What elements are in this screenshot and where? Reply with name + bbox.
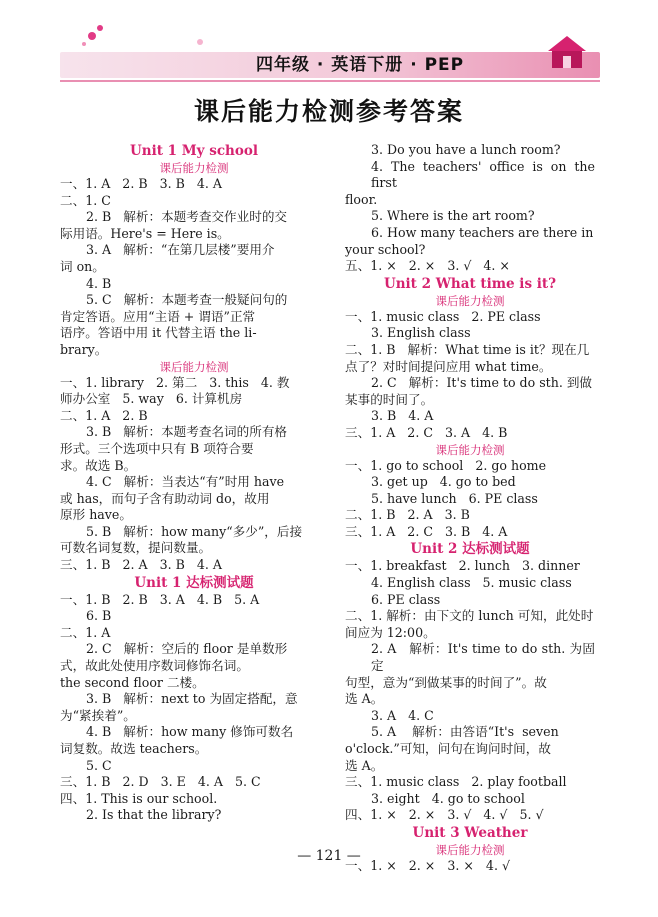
answer-line: 5. have lunch 6. PE class: [371, 490, 538, 506]
answer-line: 语序。答语中用 it 代替主语 the li-: [60, 325, 257, 341]
answer-line: 二、1. B 2. A 3. B: [345, 507, 470, 523]
section-heading: 课后能力检测: [159, 359, 229, 374]
answer-line: 肯定答语。应用“主语 + 谓语”正常: [60, 308, 256, 324]
page-number: — 121 —: [297, 848, 361, 864]
answer-line: o'clock.”可知，问句在询问时间，故: [345, 741, 551, 756]
answer-line: 4. C 解析：当表达“有”时用 have: [86, 474, 285, 490]
answer-line: 原形 have。: [60, 507, 132, 523]
answer-line: 一、1. B 2. B 3. A 4. B 5. A: [60, 591, 260, 607]
answer-line: 5. B 解析：how many“多少”，后接: [86, 523, 303, 539]
answer-line: 4. B: [86, 275, 112, 291]
answer-line: 3. B 解析：本题考查名词的所有格: [86, 424, 288, 440]
answer-line: 四、1. × 2. × 3. √ 4. √ 5. √: [345, 807, 544, 823]
header-banner: [60, 18, 600, 80]
answer-line: 为“紧挨着”。: [60, 707, 136, 723]
answer-line: 3. English class: [371, 325, 471, 341]
answer-line: 词复数。故选 teachers。: [60, 741, 208, 756]
unit-heading: Unit 1 达标测试题: [134, 574, 254, 591]
answer-line: 2. Is that the library?: [86, 807, 222, 823]
answer-line: 或 has，而句子含有助动词 do，故用: [60, 490, 270, 506]
answer-line: 三、1. B 2. D 3. E 4. A 5. C: [60, 774, 261, 790]
answer-line: 6. B: [86, 608, 112, 624]
answer-line: 间应为 12:00。: [345, 624, 436, 640]
answer-line: 二、1. 解析：由下文的 lunch 可知，此处时: [345, 608, 594, 624]
section-heading: 课后能力检测: [435, 293, 505, 308]
answer-line: 5. C 解析：本题考查一般疑问句的: [86, 292, 288, 308]
answer-line: 一、1. library 2. 第二 3. this 4. 教: [60, 374, 290, 390]
answer-line: 四、1. This is our school.: [60, 790, 218, 806]
answer-line: 可数名词复数，提问数量。: [60, 540, 212, 556]
unit-heading: Unit 1 My school: [129, 143, 258, 159]
answer-line: 6. How many teachers are there in: [371, 224, 594, 240]
answer-line: 4. B 解析：how many 修饰可数名: [86, 724, 294, 740]
section-heading: 课后能力检测: [435, 842, 505, 857]
answer-line: 一、1. go to school 2. go home: [345, 457, 547, 473]
answer-line: 三、1. B 2. A 3. B 4. A: [60, 557, 222, 573]
answer-line: 4. English class 5. music class: [371, 575, 572, 591]
unit-heading: Unit 2 What time is it?: [383, 275, 557, 292]
answer-line: 3. B 解析：next to 为固定搭配，意: [86, 691, 298, 707]
answer-line: 3. A 解析：“在第几层楼”要用介: [86, 242, 275, 258]
answer-line: 5. Where is the art room?: [371, 208, 535, 224]
answer-line: 2. A 解析：It's time to do sth. 为固定: [371, 641, 595, 674]
answer-line: 师办公室 5. way 6. 计算机房: [60, 391, 243, 407]
answer-line: 一、1. A 2. B 3. B 4. A: [60, 176, 222, 191]
unit-heading: Unit 3 Weather: [412, 824, 528, 841]
answer-line: 2. C 解析：空后的 floor 是单数形: [86, 641, 288, 657]
banner-underline: [60, 80, 600, 82]
answer-line: 5. C: [86, 757, 112, 773]
answer-line: 句型，意为“到做某事的时间了”。故: [345, 674, 547, 690]
answer-line: 二、1. B 解析：What time is it？现在几: [345, 341, 590, 357]
section-heading: 课后能力检测: [159, 161, 229, 175]
house-decoration-icon: [538, 32, 598, 72]
page-title: 课后能力检测参考答案: [193, 97, 464, 126]
section-heading: 课后能力检测: [435, 442, 505, 457]
right-column: [345, 142, 600, 875]
answer-line: 某事的时间了。: [345, 391, 434, 407]
answer-line: 二、1. A: [60, 624, 111, 640]
answer-line: 一、1. music class 2. PE class: [345, 308, 541, 324]
answer-line: brary。: [60, 341, 108, 357]
answer-line: 4. The teachers' office is on the first: [371, 158, 600, 191]
answer-line: 二、1. C: [60, 192, 111, 208]
book-title: 四年级 · 英语下册 · PEP: [256, 55, 465, 75]
answer-line: 二、1. A 2. B: [60, 407, 148, 423]
answer-line: floor.: [345, 191, 378, 207]
answer-line: 三、1. music class 2. play football: [345, 774, 567, 790]
answer-line: 6. PE class: [371, 591, 441, 607]
answer-line: 词 on。: [60, 258, 105, 274]
answer-line: 3. B 4. A: [371, 408, 434, 424]
answer-line: 3. eight 4. go to school: [371, 790, 525, 806]
answer-line: 5. A 解析：由答语“It's seven: [371, 724, 559, 740]
answer-line: 3. Do you have a lunch room?: [371, 142, 561, 157]
answer-line: 式，故此处使用序数词修饰名词。: [60, 658, 249, 674]
unit-heading: Unit 2 达标测试题: [410, 541, 530, 558]
answer-line: 3. get up 4. go to bed: [371, 474, 516, 490]
answer-line: 2. B 解析：本题考查交作业时的交: [86, 209, 288, 225]
answer-line: 三、1. A 2. C 3. B 4. A: [345, 523, 508, 539]
answer-line: 3. A 4. C: [371, 707, 434, 723]
answer-line: 选 A。: [345, 691, 384, 707]
answer-line: 2. C 解析：It's time to do sth. 到做: [371, 375, 593, 391]
answer-line: 形式。三个选项中只有 B 项符合要: [60, 440, 254, 456]
answer-line: 际用语。Here's = Here is。: [60, 225, 230, 241]
left-column: [60, 142, 328, 824]
answer-line: 点了？对时间提问应用 what time。: [345, 358, 552, 374]
answer-line: 一、1. breakfast 2. lunch 3. dinner: [345, 558, 580, 574]
answer-line: 求。故选 B。: [60, 457, 137, 473]
answer-line: 选 A。: [345, 757, 384, 773]
answer-line: your school?: [345, 241, 426, 257]
answer-line: 五、1. × 2. × 3. √ 4. ×: [345, 258, 510, 274]
answer-line: the second floor 二楼。: [60, 674, 205, 690]
answer-line: 三、1. A 2. C 3. A 4. B: [345, 424, 508, 440]
answer-line: 一、1. × 2. × 3. × 4. √: [345, 857, 510, 873]
